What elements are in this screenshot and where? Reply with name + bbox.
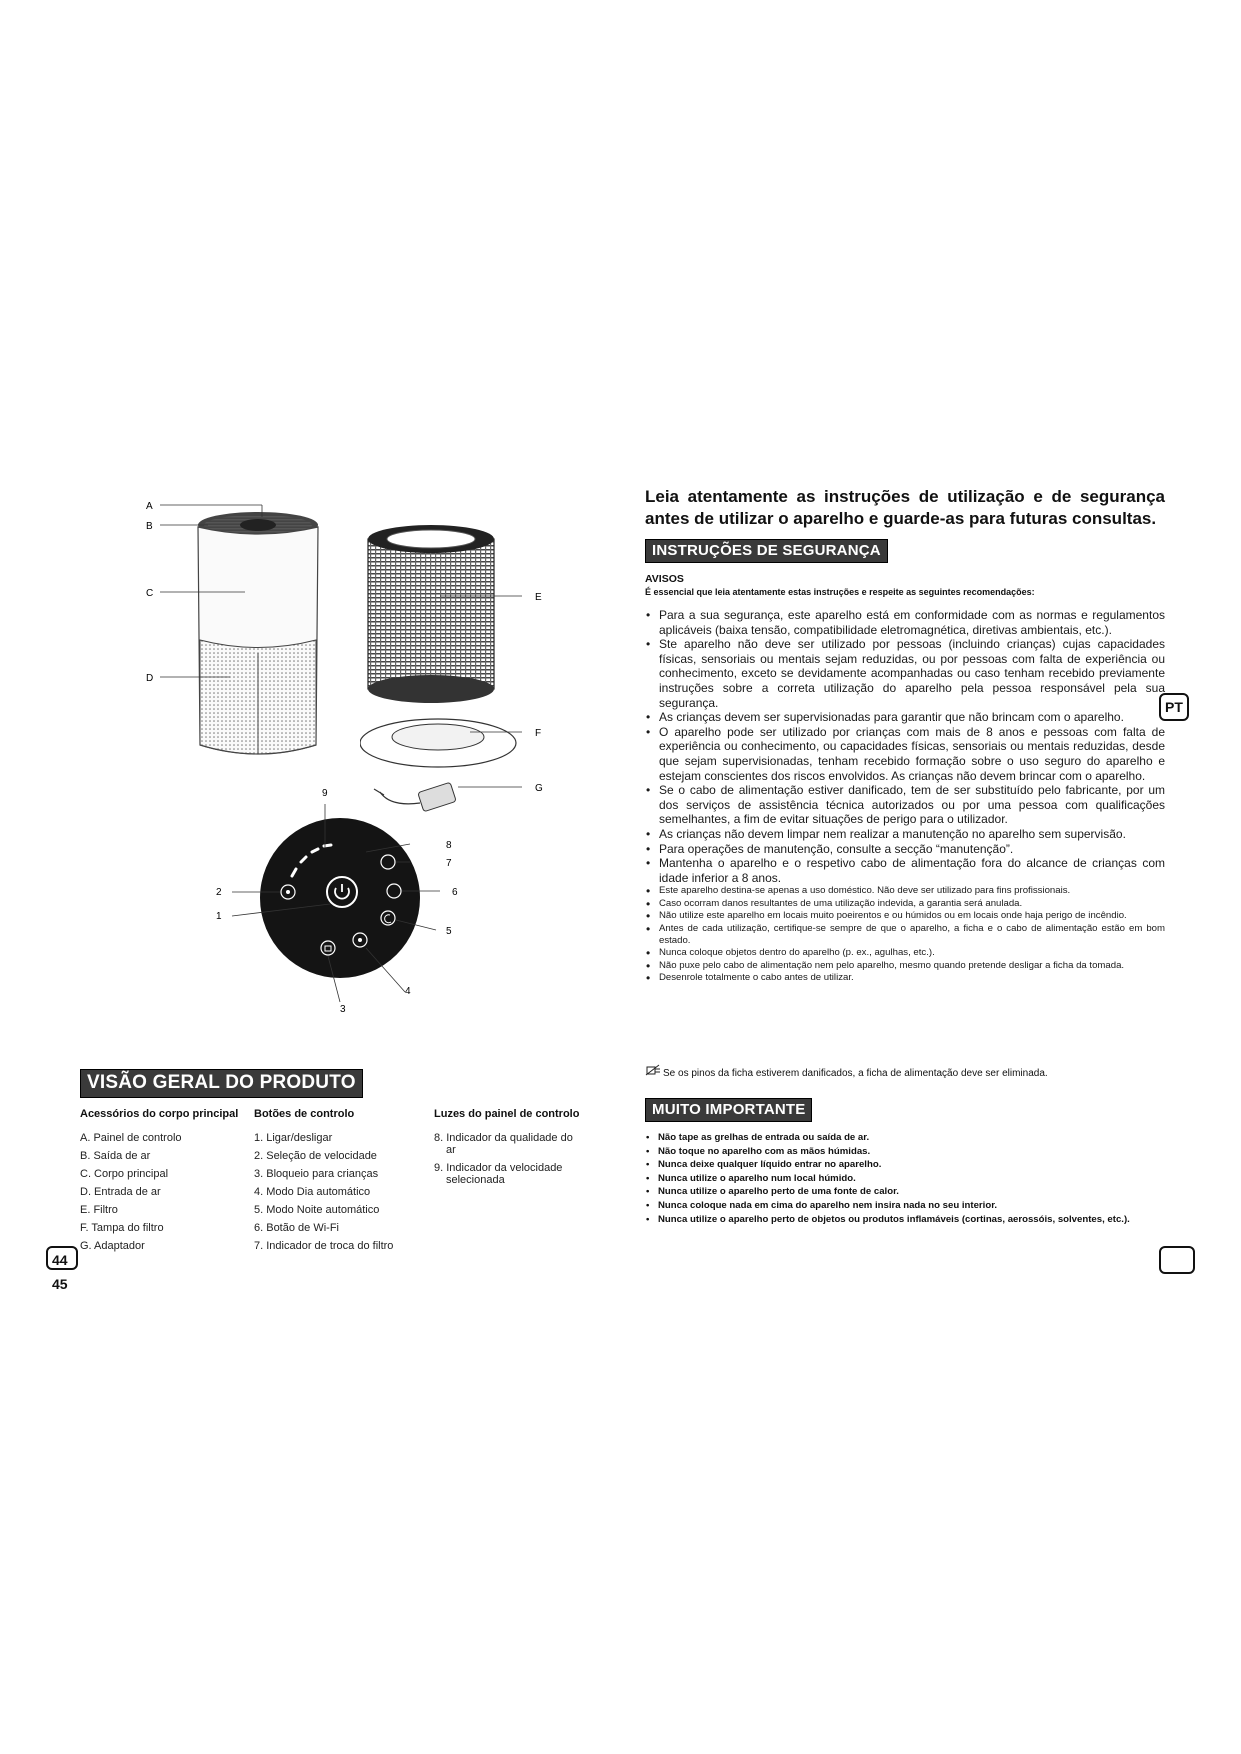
accessories-illustration (360, 525, 560, 815)
list-item: B. Saída de ar (80, 1150, 151, 1162)
list-item: 2. Seleção de velocidade (254, 1150, 377, 1162)
list-item: • Nunca coloque objetos dentro do aparelho (p. ex., agulhas, etc.). (645, 947, 1165, 959)
damaged-plug-icon (645, 1064, 663, 1079)
page-number: 44 45 (46, 1246, 78, 1270)
list-item: • Antes de cada utilização, certifique-se sempre de que o aparelho, a ficha e o cabo de alimentação estão em bom estado. (645, 923, 1165, 948)
list-item: • Para operações de manutenção, consulte a secção “manutenção”. (645, 842, 1165, 857)
list-item: • O aparelho pode ser utilizado por crianças com mais de 8 anos e pessoas com falta de experiência ou conhecimento, ou capacidades físicas, sensoriais ou mentais reduzidas, desde que sejam supervisionadas, tenham recebido formação sobre o uso seguro do aparelho e estejam conscientes dos riscos envolvidos. As crianças não devem brincar com o aparelho. (645, 725, 1165, 783)
important-list (645, 1131, 1145, 1226)
callout-b: B (146, 521, 153, 532)
lights-column (434, 1108, 584, 1192)
list-item: 8. Indicador da qualidade do ar (434, 1132, 573, 1156)
list-item: • Não utilize este aparelho em locais muito poeirentos e ou húmidos ou em locais onde haja perigo de incêndio. (645, 910, 1165, 922)
language-tag: PT (1159, 693, 1189, 721)
callout-5: 5 (446, 926, 452, 937)
intro-title (645, 486, 1165, 530)
list-item: • Não tape as grelhas de entrada ou saída de ar. (645, 1131, 1145, 1145)
list-item: • Nunca coloque nada em cima do aparelho nem insira nada no seu interior. (645, 1199, 1145, 1213)
plug-note-text: Se os pinos da ficha estiverem danificados, a ficha de alimentação deve ser eliminada. (663, 1068, 1048, 1079)
list-item: D. Entrada de ar (80, 1186, 161, 1198)
list-item: • Mantenha o aparelho e o respetivo cabo de alimentação fora do alcance de crianças com idade inferior a 8 anos. (645, 856, 1165, 885)
callout-1: 1 (216, 911, 222, 922)
list-item: 5. Modo Noite automático (254, 1204, 380, 1216)
callout-8: 8 (446, 840, 452, 851)
list-item: 6. Botão de Wi-Fi (254, 1222, 339, 1234)
warnings-heading: AVISOS (645, 573, 684, 585)
list-item: • Nunca deixe qualquer líquido entrar no aparelho. (645, 1158, 1145, 1172)
list-item: • Nunca utilize o aparelho perto de objetos ou produtos inflamáveis (cortinas, aerossóis, solventes, etc.). (645, 1213, 1145, 1227)
list-item: G. Adaptador (80, 1240, 145, 1252)
callout-3: 3 (340, 1004, 346, 1015)
body-parts-column (80, 1108, 238, 1258)
list-item: A. Painel de controlo (80, 1132, 182, 1144)
list-item: 4. Modo Dia automático (254, 1186, 371, 1198)
callout-9: 9 (322, 788, 328, 799)
lights-heading: Luzes do painel de controlo (434, 1108, 580, 1120)
list-item: • Nunca utilize o aparelho num local húmido. (645, 1172, 1145, 1186)
list-item: 3. Bloqueio para crianças (254, 1168, 379, 1180)
callout-g: G (535, 783, 543, 794)
callout-e: E (535, 592, 542, 603)
callout-7: 7 (446, 858, 452, 869)
list-item: • Desenrole totalmente o cabo antes de utilizar. (645, 972, 1165, 984)
plug-note (645, 1064, 1048, 1079)
list-item: • Para a sua segurança, este aparelho está em conformidade com as normas e regulamentos aplicáveis (baixa tensão, compatibilidade eletromagnética, diretivas ambientais, etc.). (645, 608, 1165, 637)
list-item: • As crianças não devem limpar nem realizar a manutenção no aparelho sem supervisão. (645, 827, 1165, 842)
warnings-intro: É essencial que leia atentamente estas instruções e respeite as seguintes recomendações: (645, 587, 1035, 597)
intro-line-2: antes de utilizar o aparelho e guarde-as para futuras consultas. (645, 509, 1157, 528)
safety-banner: INSTRUÇÕES DE SEGURANÇA (645, 539, 888, 563)
list-item: • Caso ocorram danos resultantes de uma utilização indevida, a garantia será anulada. (645, 898, 1165, 910)
list-item: • Se o cabo de alimentação estiver danificado, tem de ser substituído pelo fabricante, por um dos serviços de assistência técnica autorizados ou por uma pessoa com qualificações semelhantes, a fim de evitar situações de perigo para o utilizador. (645, 783, 1165, 827)
list-item: • Ste aparelho não deve ser utilizado por pessoas (incluindo crianças) cujas capacidades físicas, sensoriais ou mentais sejam reduzidas, ou por pessoas com falta de experiência ou conhecimento, exceto se devidamente acompanhadas ou caso tenham recebido previamente instruções sobre a correta utilização do aparelho pela pessoa responsável pela sua segurança. (645, 637, 1165, 710)
list-item: • Não puxe pelo cabo de alimentação nem pelo aparelho, mesmo quando pretende desligar a ficha da tomada. (645, 960, 1165, 972)
body-parts-heading: Acessórios do corpo principal (80, 1108, 239, 1120)
page-number-box (1159, 1246, 1195, 1274)
safety-list (645, 608, 1165, 985)
list-item: • As crianças devem ser supervisionadas para garantir que não brincam com o aparelho. (645, 710, 1165, 725)
list-item: • Este aparelho destina-se apenas a uso doméstico. Não deve ser utilizado para fins profissionais. (645, 885, 1165, 897)
list-item: • Nunca utilize o aparelho perto de uma fonte de calor. (645, 1185, 1145, 1199)
list-item: 1. Ligar/desligar (254, 1132, 333, 1144)
list-item: 7. Indicador de troca do filtro (254, 1240, 394, 1252)
list-item: 9. Indicador da velocidade selecionada (434, 1162, 563, 1186)
callout-d: D (146, 673, 154, 684)
purifier-illustration (140, 495, 340, 775)
callout-a: A (146, 501, 153, 512)
callout-4: 4 (405, 986, 411, 997)
list-item: E. Filtro (80, 1204, 118, 1216)
callout-f: F (535, 728, 542, 739)
buttons-column (254, 1108, 393, 1258)
callout-6: 6 (452, 887, 458, 898)
list-item: • Não toque no aparelho com as mãos húmidas. (645, 1145, 1145, 1159)
callout-2: 2 (216, 887, 222, 898)
control-panel-illustration (200, 780, 480, 1020)
list-item: C. Corpo principal (80, 1168, 169, 1180)
buttons-heading: Botões de controlo (254, 1108, 355, 1120)
list-item: F. Tampa do filtro (80, 1222, 164, 1234)
overview-title: VISÃO GERAL DO PRODUTO (80, 1069, 363, 1098)
important-banner: MUITO IMPORTANTE (645, 1098, 812, 1122)
intro-line-1: Leia atentamente as instruções de utilização e de segurança (645, 487, 1165, 506)
callout-c: C (146, 588, 154, 599)
